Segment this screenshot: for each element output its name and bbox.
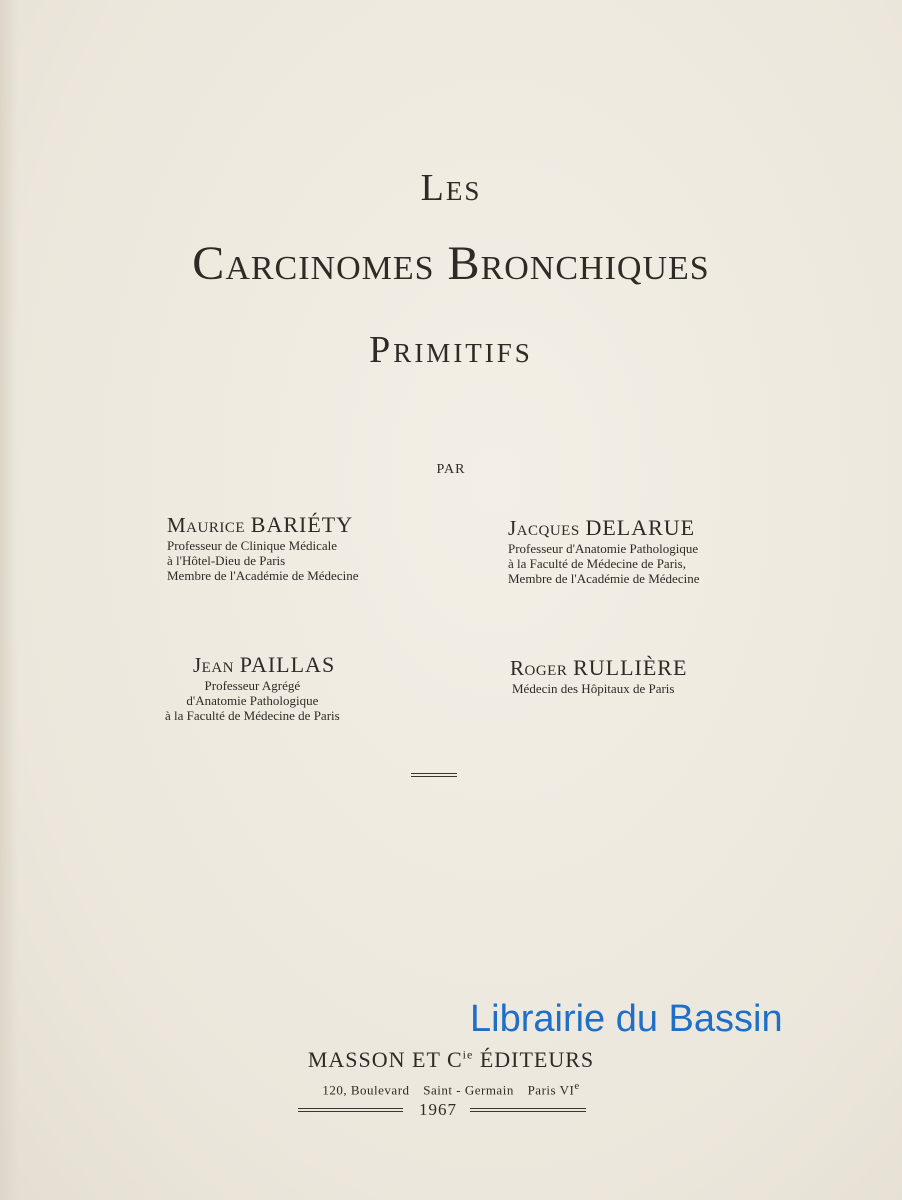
author-paillas xyxy=(165,652,340,723)
publication-year: 1967 xyxy=(419,1100,457,1119)
author-title: d'Anatomie Pathologique xyxy=(186,693,319,708)
author-last-name: BARIÉTY xyxy=(250,512,354,537)
address-arrondissement: VI xyxy=(559,1082,575,1098)
address-city: Paris xyxy=(527,1082,557,1098)
title-line-2: Carcinomes Bronchiques xyxy=(192,237,710,290)
author-first-name: Jacques xyxy=(508,516,580,540)
address-street: 120, Boulevard xyxy=(322,1082,410,1098)
author-name xyxy=(508,515,699,541)
author-delarue xyxy=(508,515,699,586)
title-line-1: Les xyxy=(420,167,482,209)
publisher-name-part: MASSON ET C xyxy=(307,1047,463,1072)
author-name xyxy=(167,512,358,538)
by-label: par xyxy=(436,456,466,478)
year-rule-left xyxy=(298,1108,403,1112)
author-rulliere xyxy=(510,655,687,696)
author-name xyxy=(165,652,340,678)
title-line-3: Primitifs xyxy=(369,329,533,371)
author-first-name: Maurice xyxy=(167,513,246,537)
author-first-name: Jean xyxy=(193,653,234,677)
author-title: à l'Hôtel-Dieu de Paris xyxy=(167,553,286,568)
author-last-name: DELARUE xyxy=(585,515,696,540)
publisher-name-sup: ie xyxy=(462,1047,474,1062)
publisher-name-part: ÉDITEURS xyxy=(473,1047,595,1072)
year-row xyxy=(298,1100,588,1126)
author-title: à la Faculté de Médecine de Paris xyxy=(165,708,340,723)
author-title: Membre de l'Académie de Médecine xyxy=(508,571,700,586)
author-title: Médecin des Hôpitaux de Paris xyxy=(512,681,675,696)
author-first-name: Roger xyxy=(510,656,568,680)
address-arrondissement-sup: e xyxy=(574,1080,580,1092)
author-title: Professeur d'Anatomie Pathologique xyxy=(508,541,699,556)
section-divider xyxy=(411,773,457,777)
author-title: à la Faculté de Médecine de Paris, xyxy=(508,556,686,571)
author-title: Membre de l'Académie de Médecine xyxy=(167,568,359,583)
address-boulevard: Saint - Germain xyxy=(423,1082,514,1098)
publisher-address xyxy=(0,1080,902,1098)
author-title: Professeur Agrégé xyxy=(204,678,301,693)
author-last-name: RULLIÈRE xyxy=(573,655,688,680)
author-name xyxy=(510,655,687,681)
author-title: Professeur de Clinique Médicale xyxy=(167,538,338,553)
year-rule-right xyxy=(470,1108,586,1112)
author-last-name: PAILLAS xyxy=(239,652,336,677)
publisher-name xyxy=(0,1047,902,1073)
author-bariety xyxy=(167,512,358,583)
seller-watermark: Librairie du Bassin xyxy=(470,998,783,1040)
